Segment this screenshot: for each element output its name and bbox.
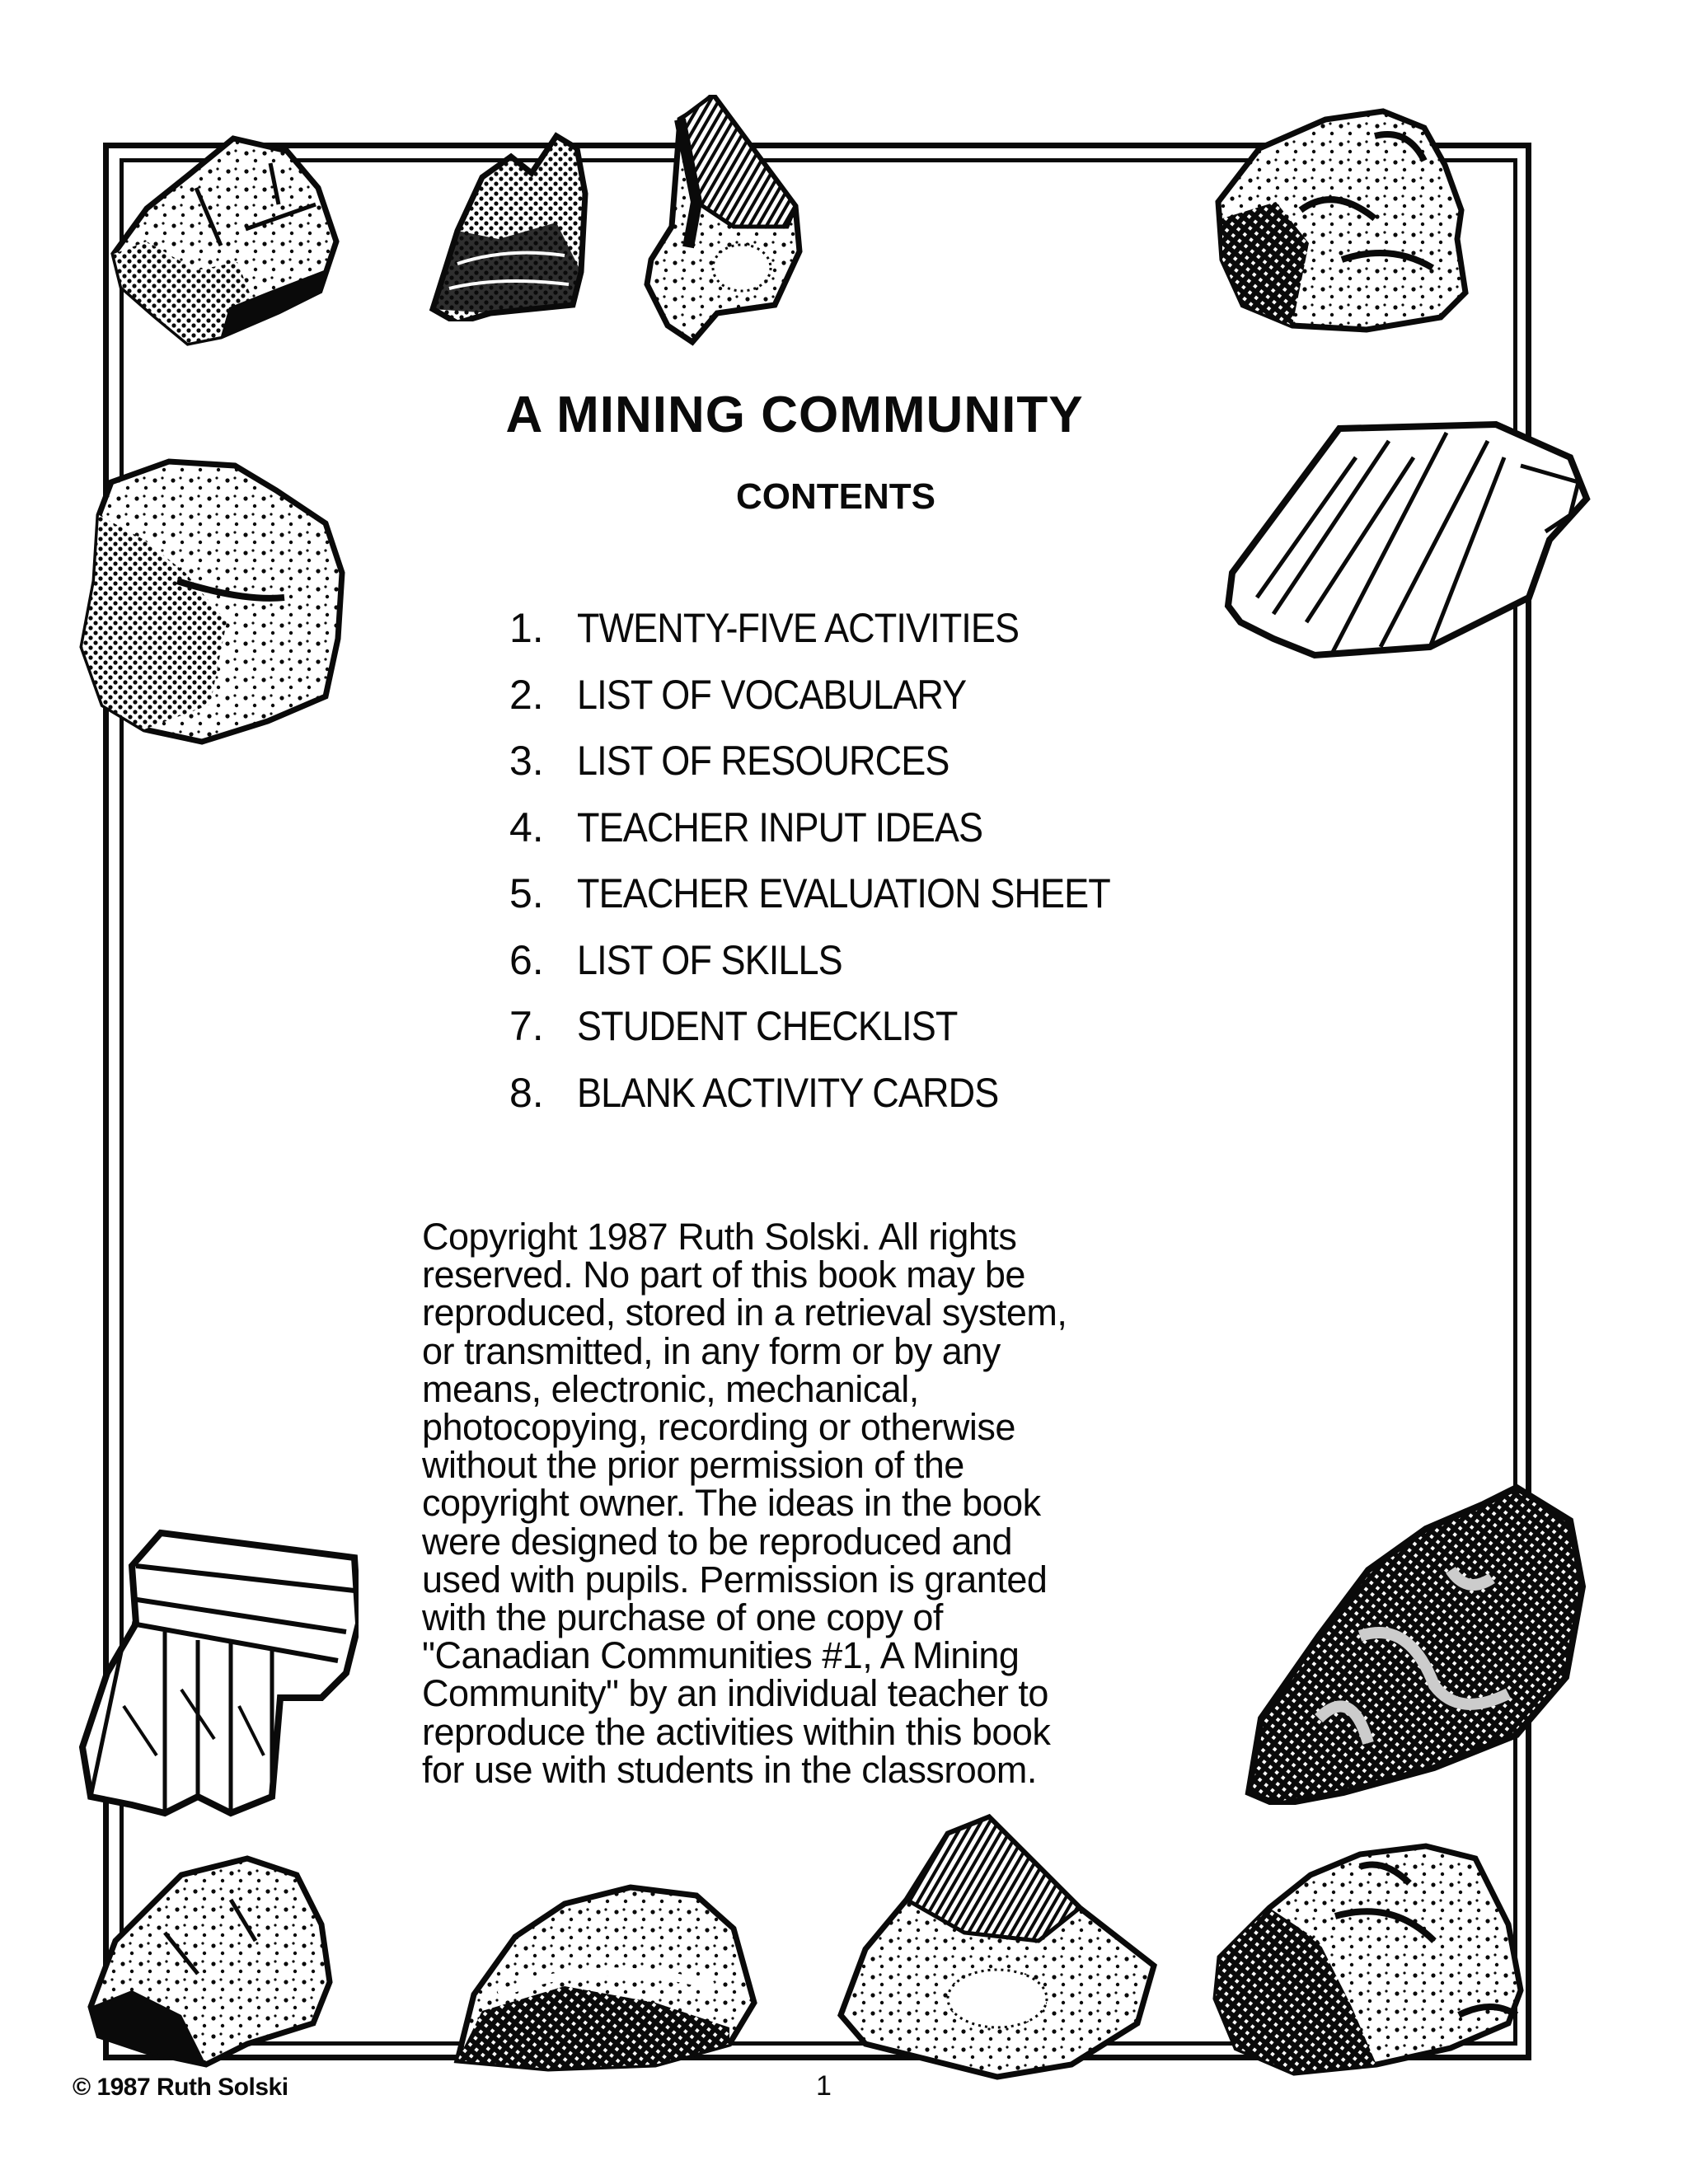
copyright-line: "Canadian Communities #1, A Mining xyxy=(422,1634,1020,1677)
item-number: 7. xyxy=(509,1003,544,1049)
contents-item xyxy=(509,668,1170,735)
copyright-line: photocopying, recording or otherwise xyxy=(422,1406,1015,1449)
crystal-mid-right-illustration xyxy=(1224,408,1599,663)
rock-top-2-illustration xyxy=(424,132,606,321)
rock-top-left-illustration xyxy=(97,130,340,349)
item-number: 1. xyxy=(509,605,544,651)
copyright-line: reproduced, stored in a retrieval system, xyxy=(422,1291,1067,1334)
page-title xyxy=(0,386,1688,444)
item-label: TEACHER INPUT IDEAS xyxy=(577,804,983,851)
copyright-line: reserved. No part of this book may be xyxy=(422,1254,1025,1296)
page-number: 1 xyxy=(816,2070,832,2102)
copyright-line: or transmitted, in any form or by any xyxy=(422,1329,1001,1372)
copyright-line: Copyright 1987 Ruth Solski. All rights xyxy=(422,1216,1017,1258)
copyright-line: used with pupils. Permission is granted xyxy=(422,1558,1048,1601)
item-label: BLANK ACTIVITY CARDS xyxy=(577,1069,999,1116)
contents-item xyxy=(509,734,1170,801)
rock-top-3-illustration xyxy=(635,95,812,350)
copyright-line: reproduce the activities within this book xyxy=(422,1710,1051,1753)
rock-bottom-left-illustration xyxy=(82,1850,338,2069)
copyright-line: means, electronic, mechanical, xyxy=(422,1367,919,1410)
item-number: 2. xyxy=(509,671,544,718)
page-title-text: A MINING COMMUNITY xyxy=(505,387,1084,443)
item-number: 4. xyxy=(509,804,544,851)
item-number: 3. xyxy=(509,738,544,784)
rock-bottom-2-illustration xyxy=(449,1871,762,2073)
contents-item xyxy=(509,602,1170,668)
item-number: 8. xyxy=(509,1069,544,1116)
copyright-line: without the prior permission of the xyxy=(422,1444,964,1487)
copyright-line: for use with students in the classroom. xyxy=(422,1748,1037,1791)
item-label: TEACHER EVALUATION SHEET xyxy=(577,870,1110,916)
contents-item xyxy=(509,867,1170,934)
item-label: STUDENT CHECKLIST xyxy=(577,1003,958,1049)
copyright-notice xyxy=(422,1218,1246,1789)
footer-copyright: © 1987 Ruth Solski xyxy=(73,2074,288,2101)
contents-item xyxy=(509,934,1170,1001)
rock-mid-right-dark-illustration xyxy=(1245,1471,1587,1805)
contents-item xyxy=(509,801,1170,868)
item-number: 6. xyxy=(509,936,544,983)
contents-heading-text: CONTENTS xyxy=(736,476,935,517)
contents-item xyxy=(509,1000,1170,1066)
rock-bottom-3-illustration xyxy=(832,1809,1162,2081)
copyright-line: Community" by an individual teacher to xyxy=(422,1672,1048,1715)
rock-bottom-right-illustration xyxy=(1212,1825,1574,2081)
item-number: 5. xyxy=(509,870,544,916)
item-label: TWENTY-FIVE ACTIVITIES xyxy=(577,605,1020,651)
contents-item xyxy=(509,1066,1170,1133)
contents-list xyxy=(509,602,1170,1132)
item-label: LIST OF SKILLS xyxy=(577,936,842,983)
item-label: LIST OF RESOURCES xyxy=(577,738,950,784)
rock-top-right-illustration xyxy=(1210,103,1548,338)
item-label: LIST OF VOCABULARY xyxy=(577,671,967,718)
copyright-line: were designed to be reproduced and xyxy=(422,1520,1013,1563)
contents-heading xyxy=(0,476,1688,518)
crystal-bottom-left-illustration xyxy=(74,1525,359,1821)
copyright-line: copyright owner. The ideas in the book xyxy=(422,1482,1041,1525)
copyright-line: with the purchase of one copy of xyxy=(422,1596,943,1639)
